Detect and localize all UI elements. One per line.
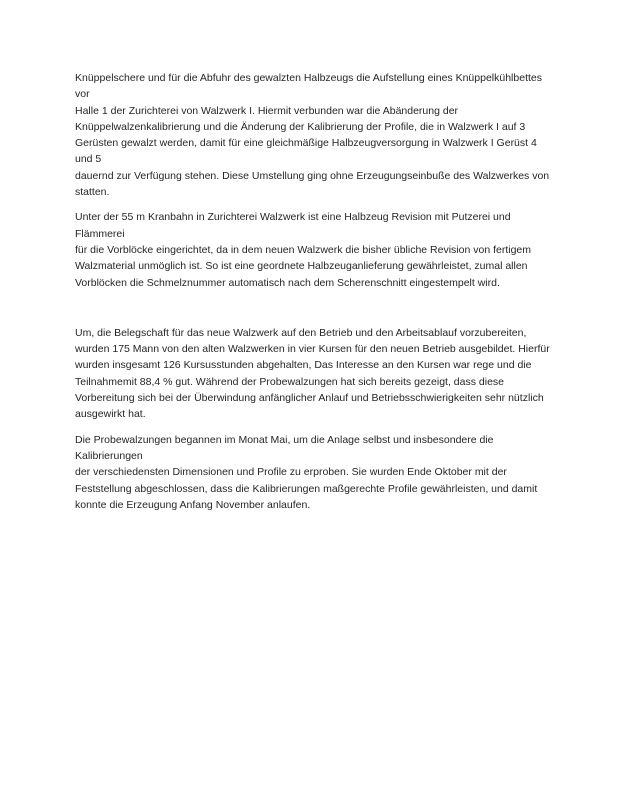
paragraph-spacer bbox=[75, 200, 555, 209]
paragraph-spacer bbox=[75, 423, 555, 432]
document-body bbox=[75, 70, 555, 513]
paragraph-1: Knüppelschere und für die Abfuhr des gewalzten Halbzeugs die Aufstellung eines Knüppelkühlbettes vor Halle 1 der Zurichterei von Walzwerk I. Hiermit verbunden war die Abänderung der Knüppelwalzenkalibrierung und die Änderung der Kalibrierung der Profile, die in Walzwerk I auf 3 Gerüsten gewalzt werden, damit für eine gleichmäßige Halbzeugversorgung in Walzwerk I Gerüst 4 und 5 dauernd zur Verfügung stehen. Diese Umstellung ging ohne Erzeugungseinbuße des Walzwerkes von statten. bbox=[75, 72, 550, 199]
paragraph-3: Um, die Belegschaft für das neue Walzwerk auf den Betrieb und den Arbeitsablauf vorzubereiten, wurden 175 Mann von den alten Walzwerken in vier Kursen für den neuen Betrieb ausgebildet. Hierfür wurden insgesamt 126 Kursusstunden abgehalten, Das Interesse an den Kursen war rege und die Teilnahmemit 88,4 % gut. Während der Probewalzungen hat sich bereits gezeigt, dass diese Vorbereitung sich bei der Überwindung anfänglicher Anlauf und Betriebsschwierigkeiten sehr nützlich ausgewirkt hat. bbox=[75, 326, 550, 421]
paragraph-4: Die Probewalzungen begannen im Monat Mai, um die Anlage selbst und insbesondere die Kalibrierungen der verschiedensten Dimensionen und Profile zu erproben. Sie wurden Ende Oktober mit der Feststellung abgeschlossen, dass die Kalibrierungen maßgerechte Profile gewährleisten, und damit konnte die Erzeugung Anfang November anlaufen. bbox=[75, 433, 538, 511]
section-spacer bbox=[75, 291, 555, 325]
paragraph-2: Unter der 55 m Kranbahn in Zurichterei Walzwerk ist eine Halbzeug Revision mit Putzerei und Flämmerei für die Vorblöcke eingerichtet, da in dem neuen Walzwerk die bisher übliche Revision von fertigem Walzmaterial unmöglich ist. So ist eine geordnete Halbzeuganlieferung gewährleistet, zumal allen Vorblöcken die Schmelznummer automatisch nach dem Scherenschnitt eingestempelt wird. bbox=[75, 211, 532, 289]
